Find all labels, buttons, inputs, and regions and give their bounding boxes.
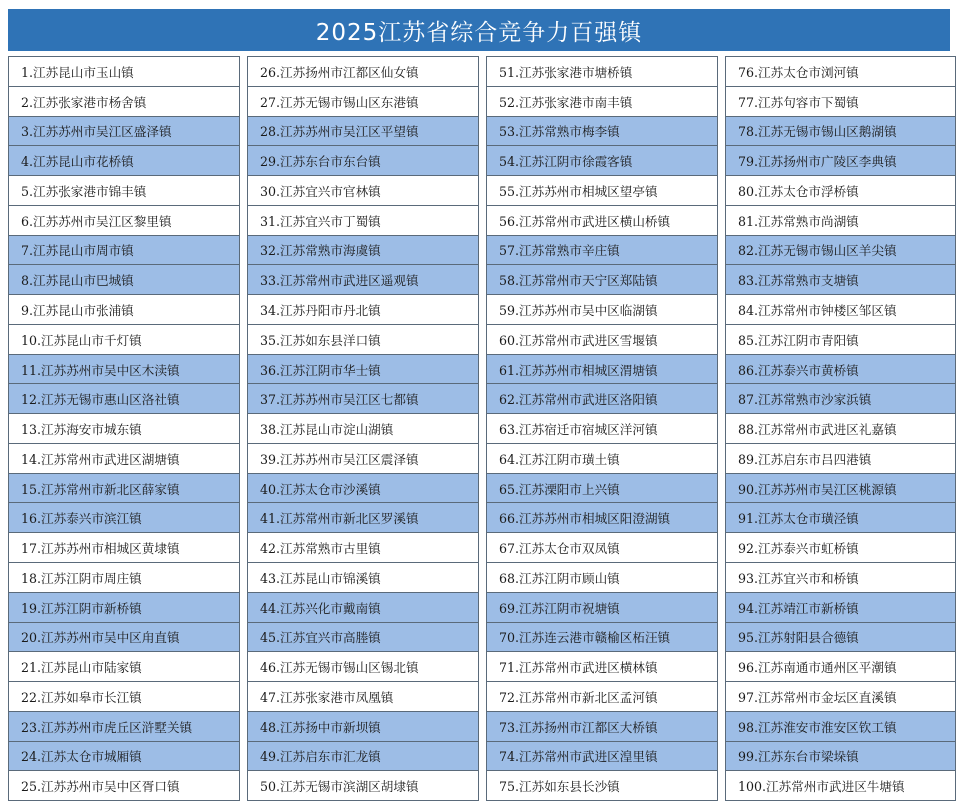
ranking-entry: 56.江苏常州市武进区横山桥镇 xyxy=(487,206,717,236)
ranking-entry: 44.江苏兴化市戴南镇 xyxy=(248,593,478,623)
ranking-entry: 59.江苏苏州市吴中区临湖镇 xyxy=(487,295,717,325)
ranking-entry: 50.江苏无锡市滨湖区胡埭镇 xyxy=(260,779,419,795)
ranking-entry: 43.江苏昆山市锦溪镇 xyxy=(248,563,478,593)
ranking-entry: 96.江苏南通市通州区平潮镇 xyxy=(726,652,955,682)
ranking-entry: 22.江苏如皋市长江镇 xyxy=(9,682,239,712)
ranking-entry: 13.江苏海安市城东镇 xyxy=(9,414,239,444)
ranking-entry: 92.江苏泰兴市虹桥镇 xyxy=(726,533,955,563)
ranking-entry: 36.江苏江阴市华士镇 xyxy=(248,355,478,385)
ranking-entry: 100.江苏常州市武进区牛塘镇 xyxy=(738,779,905,795)
ranking-entry: 90.江苏苏州市吴江区桃源镇 xyxy=(726,474,955,504)
ranking-entry: 41.江苏常州市新北区罗溪镇 xyxy=(248,503,478,533)
ranking-column-2 xyxy=(247,56,479,801)
ranking-entry: 11.江苏苏州市吴中区木渎镇 xyxy=(9,355,239,385)
ranking-entry: 14.江苏常州市武进区湖塘镇 xyxy=(9,444,239,474)
ranking-entry: 65.江苏溧阳市上兴镇 xyxy=(487,474,717,504)
ranking-entry: 3.江苏苏州市吴江区盛泽镇 xyxy=(9,117,239,147)
ranking-entry: 93.江苏宜兴市和桥镇 xyxy=(726,563,955,593)
ranking-entry: 82.江苏无锡市锡山区羊尖镇 xyxy=(726,236,955,266)
ranking-entry: 31.江苏宜兴市丁蜀镇 xyxy=(248,206,478,236)
ranking-entry: 74.江苏常州市武进区湟里镇 xyxy=(487,742,717,772)
ranking-entry: 39.江苏苏州市吴江区震泽镇 xyxy=(248,444,478,474)
ranking-entry: 40.江苏太仓市沙溪镇 xyxy=(248,474,478,504)
ranking-entry: 89.江苏启东市吕四港镇 xyxy=(726,444,955,474)
ranking-entry: 78.江苏无锡市锡山区鹅湖镇 xyxy=(726,117,955,147)
ranking-entry: 67.江苏太仓市双凤镇 xyxy=(487,533,717,563)
ranking-entry: 5.江苏张家港市锦丰镇 xyxy=(9,176,239,206)
ranking-entry: 16.江苏泰兴市滨江镇 xyxy=(9,503,239,533)
ranking-column-3 xyxy=(486,56,718,801)
ranking-entry: 28.江苏苏州市吴江区平望镇 xyxy=(248,117,478,147)
ranking-entry: 48.江苏扬中市新坝镇 xyxy=(248,712,478,742)
ranking-entry: 84.江苏常州市钟楼区邹区镇 xyxy=(726,295,955,325)
ranking-column-4 xyxy=(725,56,956,801)
ranking-entry: 8.江苏昆山市巴城镇 xyxy=(9,265,239,295)
ranking-entry: 79.江苏扬州市广陵区李典镇 xyxy=(726,146,955,176)
ranking-entry: 95.江苏射阳县合德镇 xyxy=(726,623,955,653)
ranking-entry: 83.江苏常熟市支塘镇 xyxy=(726,265,955,295)
ranking-entry: 20.江苏苏州市吴中区甪直镇 xyxy=(9,623,239,653)
ranking-entry: 76.江苏太仓市浏河镇 xyxy=(726,57,955,87)
ranking-entry: 99.江苏东台市梁垛镇 xyxy=(726,742,955,772)
ranking-entry: 38.江苏昆山市淀山湖镇 xyxy=(248,414,478,444)
ranking-entry: 4.江苏昆山市花桥镇 xyxy=(9,146,239,176)
ranking-entry: 97.江苏常州市金坛区直溪镇 xyxy=(726,682,955,712)
ranking-entry: 55.江苏苏州市相城区望亭镇 xyxy=(487,176,717,206)
ranking-entry: 33.江苏常州市武进区遥观镇 xyxy=(248,265,478,295)
ranking-entry: 42.江苏常熟市古里镇 xyxy=(248,533,478,563)
ranking-entry: 69.江苏江阴市祝塘镇 xyxy=(487,593,717,623)
ranking-entry: 15.江苏常州市新北区薛家镇 xyxy=(9,474,239,504)
ranking-entry: 26.江苏扬州市江都区仙女镇 xyxy=(248,57,478,87)
ranking-entry: 51.江苏张家港市塘桥镇 xyxy=(487,57,717,87)
ranking-entry: 94.江苏靖江市新桥镇 xyxy=(726,593,955,623)
ranking-entry: 75.江苏如东县长沙镇 xyxy=(499,779,620,795)
ranking-entry: 1.江苏昆山市玉山镇 xyxy=(9,57,239,87)
ranking-entry: 12.江苏无锡市惠山区洛社镇 xyxy=(9,384,239,414)
ranking-entry: 68.江苏江阴市顾山镇 xyxy=(487,563,717,593)
ranking-entry: 24.江苏太仓市城厢镇 xyxy=(9,742,239,772)
ranking-entry: 85.江苏江阴市青阳镇 xyxy=(726,325,955,355)
ranking-entry: 71.江苏常州市武进区横林镇 xyxy=(487,652,717,682)
ranking-entry: 32.江苏常熟市海虞镇 xyxy=(248,236,478,266)
ranking-column-1 xyxy=(8,56,240,801)
ranking-entry: 27.江苏无锡市锡山区东港镇 xyxy=(248,87,478,117)
ranking-entry: 34.江苏丹阳市丹北镇 xyxy=(248,295,478,325)
ranking-entry: 87.江苏常熟市沙家浜镇 xyxy=(726,384,955,414)
ranking-entry: 73.江苏扬州市江都区大桥镇 xyxy=(487,712,717,742)
ranking-entry: 21.江苏昆山市陆家镇 xyxy=(9,652,239,682)
ranking-entry: 6.江苏苏州市吴江区黎里镇 xyxy=(9,206,239,236)
ranking-entry: 29.江苏东台市东台镇 xyxy=(248,146,478,176)
ranking-entry: 80.江苏太仓市浮桥镇 xyxy=(726,176,955,206)
ranking-entry: 9.江苏昆山市张浦镇 xyxy=(9,295,239,325)
ranking-entry: 64.江苏江阴市璜土镇 xyxy=(487,444,717,474)
ranking-table xyxy=(8,56,953,801)
ranking-entry: 66.江苏苏州市相城区阳澄湖镇 xyxy=(487,503,717,533)
ranking-entry: 45.江苏宜兴市高塍镇 xyxy=(248,623,478,653)
ranking-entry: 81.江苏常熟市尚湖镇 xyxy=(726,206,955,236)
ranking-entry: 17.江苏苏州市相城区黄埭镇 xyxy=(9,533,239,563)
ranking-entry: 23.江苏苏州市虎丘区浒墅关镇 xyxy=(9,712,239,742)
ranking-entry: 7.江苏昆山市周市镇 xyxy=(9,236,239,266)
ranking-entry: 10.江苏昆山市千灯镇 xyxy=(9,325,239,355)
ranking-entry: 57.江苏常熟市辛庄镇 xyxy=(487,236,717,266)
ranking-entry: 91.江苏太仓市璜泾镇 xyxy=(726,503,955,533)
ranking-entry: 53.江苏常熟市梅李镇 xyxy=(487,117,717,147)
ranking-entry: 58.江苏常州市天宁区郑陆镇 xyxy=(487,265,717,295)
page-title: 2025江苏省综合竞争力百强镇 xyxy=(8,9,950,51)
ranking-entry: 88.江苏常州市武进区礼嘉镇 xyxy=(726,414,955,444)
ranking-entry: 63.江苏宿迁市宿城区洋河镇 xyxy=(487,414,717,444)
ranking-entry: 46.江苏无锡市锡山区锡北镇 xyxy=(248,652,478,682)
ranking-entry: 30.江苏宜兴市官林镇 xyxy=(248,176,478,206)
ranking-entry: 2.江苏张家港市杨舍镇 xyxy=(9,87,239,117)
ranking-entry: 47.江苏张家港市凤凰镇 xyxy=(248,682,478,712)
ranking-entry: 61.江苏苏州市相城区渭塘镇 xyxy=(487,355,717,385)
ranking-entry: 49.江苏启东市汇龙镇 xyxy=(248,742,478,772)
ranking-entry: 18.江苏江阴市周庄镇 xyxy=(9,563,239,593)
ranking-entry: 70.江苏连云港市赣榆区柘汪镇 xyxy=(487,623,717,653)
ranking-entry: 60.江苏常州市武进区雪堰镇 xyxy=(487,325,717,355)
ranking-entry: 25.江苏苏州市吴中区胥口镇 xyxy=(21,779,180,795)
ranking-entry: 62.江苏常州市武进区洛阳镇 xyxy=(487,384,717,414)
ranking-entry: 54.江苏江阴市徐霞客镇 xyxy=(487,146,717,176)
ranking-entry: 37.江苏苏州市吴江区七都镇 xyxy=(248,384,478,414)
ranking-entry: 19.江苏江阴市新桥镇 xyxy=(9,593,239,623)
ranking-entry: 52.江苏张家港市南丰镇 xyxy=(487,87,717,117)
ranking-entry: 35.江苏如东县洋口镇 xyxy=(248,325,478,355)
ranking-entry: 72.江苏常州市新北区孟河镇 xyxy=(487,682,717,712)
ranking-entry: 98.江苏淮安市淮安区钦工镇 xyxy=(726,712,955,742)
ranking-entry: 86.江苏泰兴市黄桥镇 xyxy=(726,355,955,385)
ranking-entry: 77.江苏句容市下蜀镇 xyxy=(726,87,955,117)
